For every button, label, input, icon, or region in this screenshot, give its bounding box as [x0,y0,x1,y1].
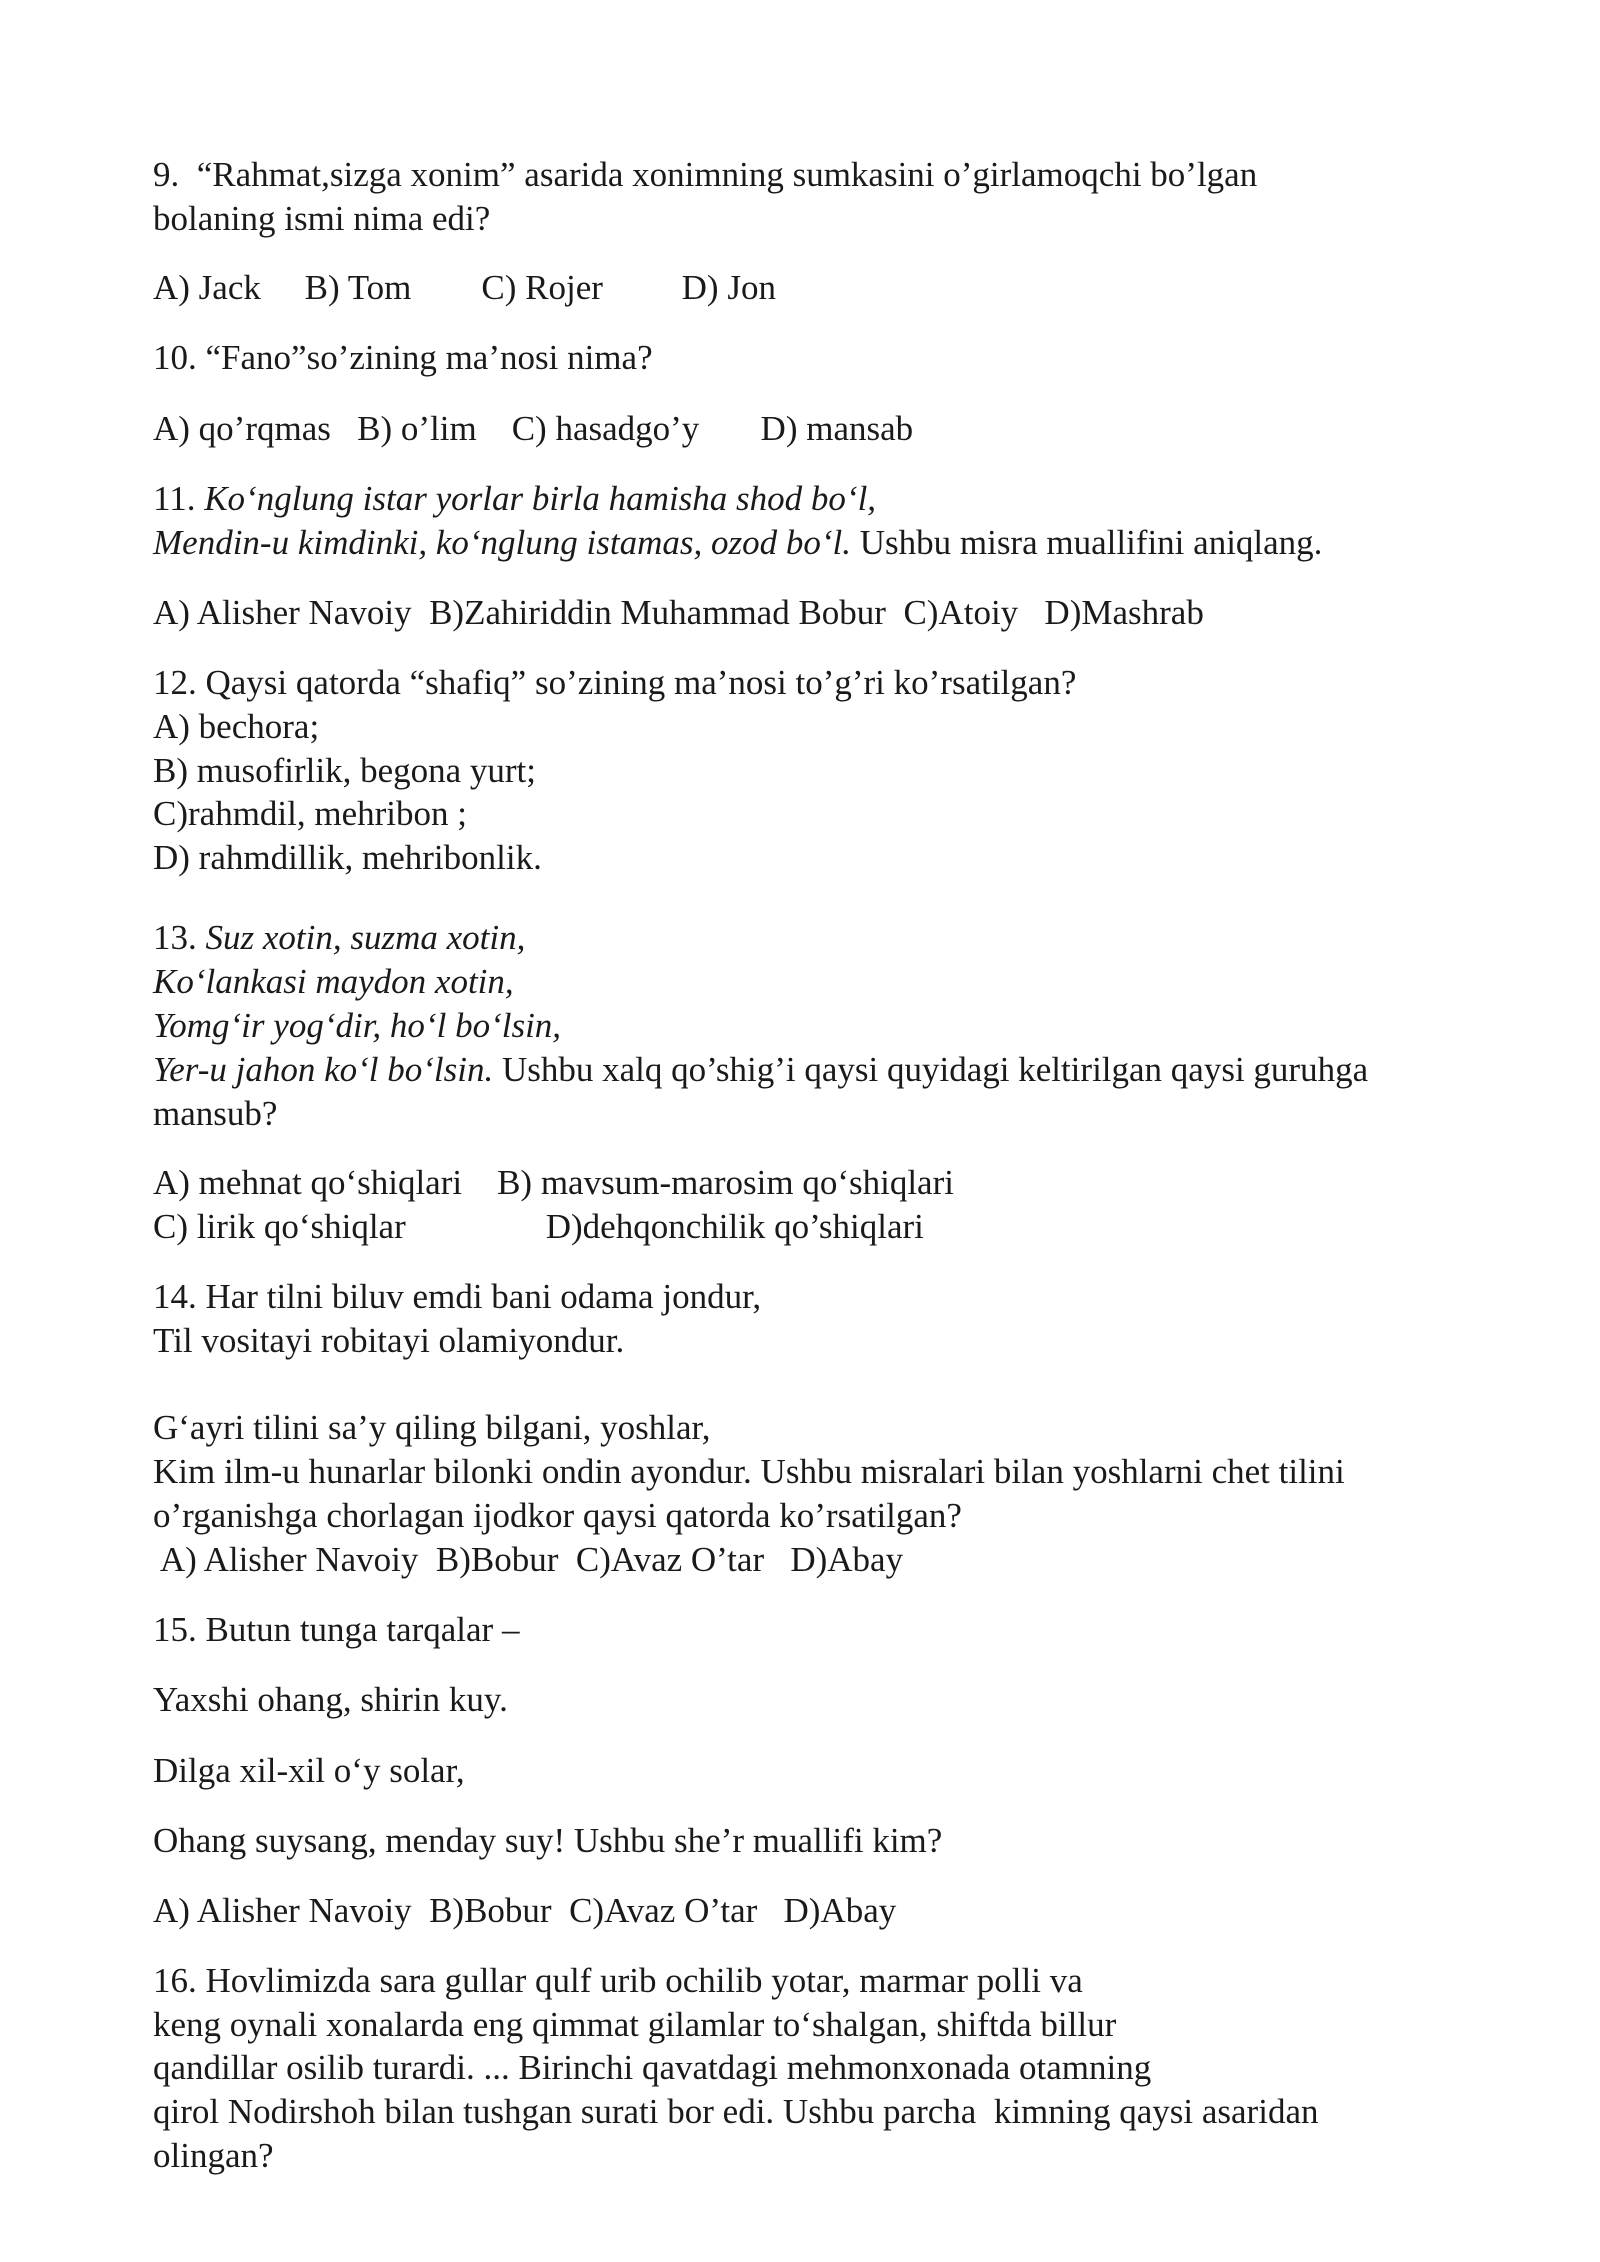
q16-text-line-5: olingan? [153,2136,274,2175]
q13-options-line-1: A) mehnat qo‘shiqlari B) mavsum-marosim qo‘shiqlari [153,1163,954,1202]
q16-text-line-4: qirol Nodirshoh bilan tushgan surati bor edi. Ushbu parcha kimning qaysi asaridan [153,2092,1319,2131]
q14-question: o’rganishga chorlagan ijodkor qaysi qatorda ko’rsatilgan? [153,1496,962,1535]
q11-question: Ushbu misra muallifini aniqlang. [850,523,1323,562]
q16-text-line-2: keng oynali xonalarda eng qimmat gilamlar to‘shalgan, shiftda billur [153,2005,1117,2044]
q11-verse-line-1 [153,477,876,521]
q11-verse-line-2 [153,521,1322,565]
q14-verse-4: Kim ilm-u hunarlar bilonki ondin ayondur. Ushbu misralari bilan yoshlarni chet tilini [153,1452,1345,1491]
q14-options: A) Alisher Navoiy B)Bobur C)Avaz O’tar D)Abay [153,1540,904,1579]
q15-verse-1: 15. Butun tunga tarqalar – [153,1610,520,1649]
q10-options: A) qo’rqmas B) o’lim C) hasadgo’y D) mansab [153,409,914,448]
q14-verse-1: 14. Har tilni biluv emdi bani odama jondur, [153,1277,762,1316]
q12-text: 12. Qaysi qatorda “shafiq” so’zining ma’nosi to’g’ri ko’rsatilgan? [153,663,1077,702]
q9-text-line-2: bolaning ismi nima edi? [153,199,491,238]
q12-option-d: D) rahmdillik, mehribonlik. [153,838,542,877]
q10-text: 10. “Fano”so’zining ma’nosi nima? [153,338,653,377]
q12-option-a: A) bechora; [153,707,320,746]
q12-option-b: B) musofirlik, begona yurt; [153,751,537,790]
q13-verse-4: Yer-u jahon ko‘l bo‘lsin. [153,1050,494,1089]
q16-text-line-1: 16. Hovlimizda sara gullar qulf urib ochilib yotar, marmar polli va [153,1961,1083,2000]
q13-verse-3: Yomg‘ir yog‘dir, ho‘l bo‘lsin, [153,1006,562,1045]
q13-verse-line-1 [153,916,525,960]
q13-verse-2: Ko‘lankasi maydon xotin, [153,962,514,1001]
q15-verse-4: Ohang suysang, menday suy! Ushbu she’r muallifi kim? [153,1821,943,1860]
q12-option-c: C)rahmdil, mehribon ; [153,794,467,833]
q13-question-line-2: mansub? [153,1094,278,1133]
q9-options: A) Jack B) Tom C) Rojer D) Jon [153,268,776,307]
q15-verse-3: Dilga xil-xil o‘y solar, [153,1751,465,1790]
q11-verse-1: Ko‘nglung istar yorlar birla hamisha shod bo‘l, [204,479,877,518]
q13-verse-1: Suz xotin, suzma xotin, [205,918,526,957]
q11-options: A) Alisher Navoiy B)Zahiriddin Muhammad Bobur C)Atoiy D)Mashrab [153,593,1204,632]
q11-verse-2: Mendin-u kimdinki, ko‘nglung istamas, ozod bo‘l. [153,523,851,562]
q9-text-line-1: 9. “Rahmat,sizga xonim” asarida xonimning sumkasini o’girlamoqchi bo’lgan [153,155,1258,194]
q11-number: 11. [153,479,205,518]
q15-options: A) Alisher Navoiy B)Bobur C)Avaz O’tar D)Abay [153,1891,897,1930]
q14-verse-3: G‘ayri tilini sa’y qiling bilgani, yoshlar, [153,1408,711,1447]
q13-verse-line-4 [153,1048,1368,1092]
q13-options-line-2: C) lirik qo‘shiqlar D)dehqonchilik qo’shiqlari [153,1207,924,1246]
q16-text-line-3: qandillar osilib turardi. ... Birinchi qavatdagi mehmonxonada otamning [153,2048,1152,2087]
q13-question: Ushbu xalq qo’shig’i qaysi quyidagi keltirilgan qaysi guruhga [493,1050,1369,1089]
q15-verse-2: Yaxshi ohang, shirin kuy. [153,1680,508,1719]
q13-number: 13. [153,918,206,957]
q14-verse-2: Til vositayi robitayi olamiyondur. [153,1321,625,1360]
